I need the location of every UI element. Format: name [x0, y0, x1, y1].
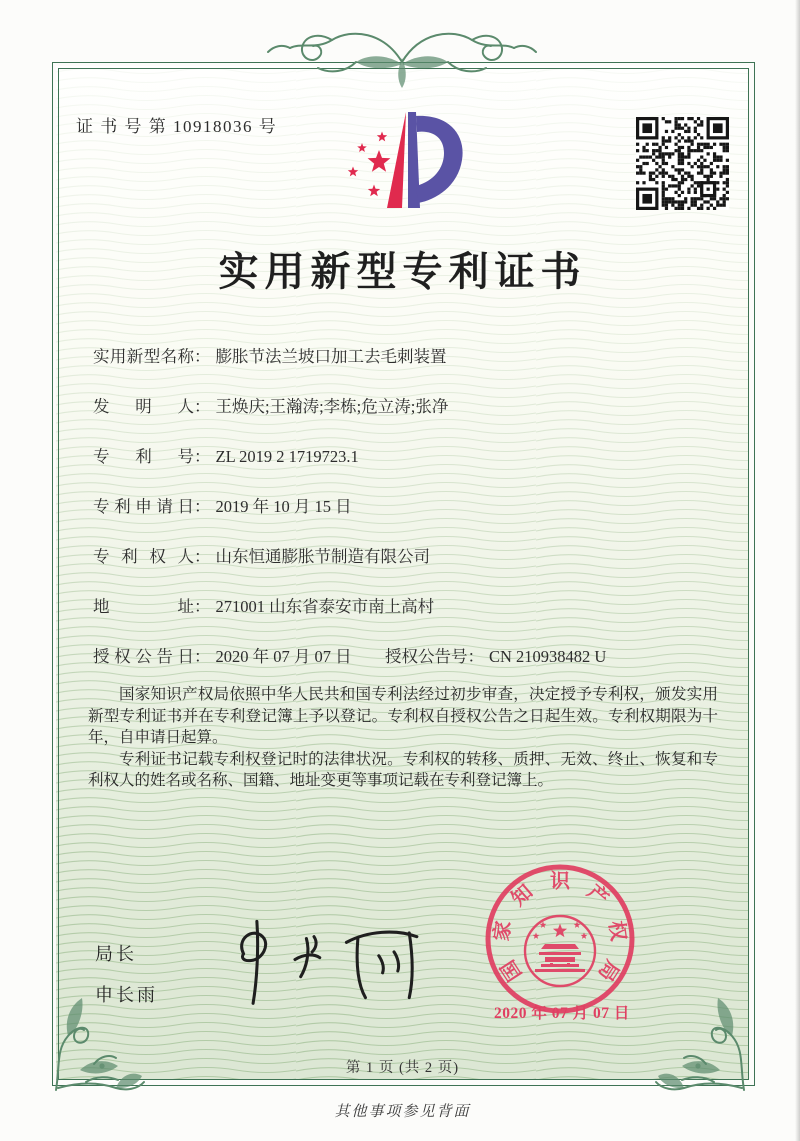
field-row-inventors: 发明人： 王焕庆;王瀚涛;李栋;危立涛;张净 — [93, 397, 449, 416]
top-border-ornament-icon — [252, 18, 552, 92]
field-value: CN 210938482 U — [489, 647, 607, 666]
signer-name: 申长雨 — [95, 985, 158, 1005]
svg-text:产: 产 — [582, 880, 613, 911]
svg-text:国: 国 — [497, 955, 527, 985]
field-row-filing-date: 专利申请日： 2019 年 10 月 15 日 — [93, 497, 352, 516]
svg-text:知: 知 — [507, 880, 538, 911]
signer-title: 局长 — [95, 944, 137, 964]
field-row-patent-number: 专利号： ZL 2019 2 1719723.1 — [93, 447, 359, 466]
field-label: 授权公告号 — [385, 647, 468, 666]
field-row-patentee: 专利权人： 山东恒通膨胀节制造有限公司 — [93, 547, 430, 566]
back-side-note: 其他事项参见背面 — [334, 1104, 471, 1120]
field-value: 2020 年 07 月 07 日 — [215, 647, 352, 666]
svg-text:家: 家 — [490, 919, 516, 943]
field-row-address: 地址： 271001 山东省泰安市南上高村 — [93, 597, 435, 616]
certificate-fields — [93, 346, 723, 696]
field-label: 专利申请日 — [93, 497, 194, 516]
field-label: 专利权人 — [93, 547, 194, 566]
field-value: 山东恒通膨胀节制造有限公司 — [215, 547, 430, 566]
legal-paragraph-1: 国家知识产权局依照中华人民共和国专利法经过初步审查，决定授予专利权，颁发实用新型专利证书并在专利登记簿上予以登记。专利权自授权公告之日起生效。专利权期限为十年，自申请日起算。 — [88, 686, 718, 746]
field-value: 271001 山东省泰安市南上高村 — [215, 597, 435, 616]
legal-text — [88, 684, 718, 792]
field-label: 实用新型名称 — [93, 347, 194, 366]
scan-edge-shadow — [795, 0, 800, 1141]
grant-publication-number: 授权公告号： CN 210938482 U — [385, 647, 607, 666]
svg-text:权: 权 — [604, 919, 630, 943]
page-number: 第 1 页 (共 2 页) — [345, 1060, 460, 1076]
svg-text:识: 识 — [550, 870, 570, 893]
cnipa-logo-icon — [330, 106, 490, 235]
certificate-number: 证 书 号 第 10918036 号 — [76, 117, 278, 136]
field-label: 发明人 — [93, 397, 194, 416]
field-value: 2019 年 10 月 15 日 — [215, 497, 352, 516]
legal-paragraph-2: 专利证书记载专利权登记时的法律状况。专利权的转移、质押、无效、终止、恢复和专利权人的姓名或名称、国籍、地址变更等事项记载在专利登记簿上。 — [88, 750, 718, 789]
seal-date: 2020 年 07 月 07 日 — [494, 1005, 630, 1022]
field-row-grant-date: 授权公告日： 2020 年 07 月 07 日 授权公告号： CN 210938482 U — [93, 647, 607, 666]
field-label: 授权公告日 — [93, 647, 194, 666]
qr-code — [636, 117, 729, 215]
field-label: 专利号 — [93, 447, 194, 466]
field-value: 膨胀节法兰坡口加工去毛刺装置 — [215, 347, 447, 366]
certificate-title: 实用新型专利证书 — [218, 249, 587, 294]
signature-block — [95, 940, 158, 1022]
field-value: ZL 2019 2 1719723.1 — [215, 447, 359, 466]
handwritten-signature-icon — [212, 910, 437, 1010]
field-value: 王焕庆;王瀚涛;李栋;危立涛;张净 — [215, 397, 449, 416]
field-row-name: 实用新型名称： 膨胀节法兰坡口加工去毛刺装置 — [93, 347, 447, 366]
field-label: 地址 — [93, 597, 194, 616]
svg-text:局: 局 — [593, 955, 623, 985]
